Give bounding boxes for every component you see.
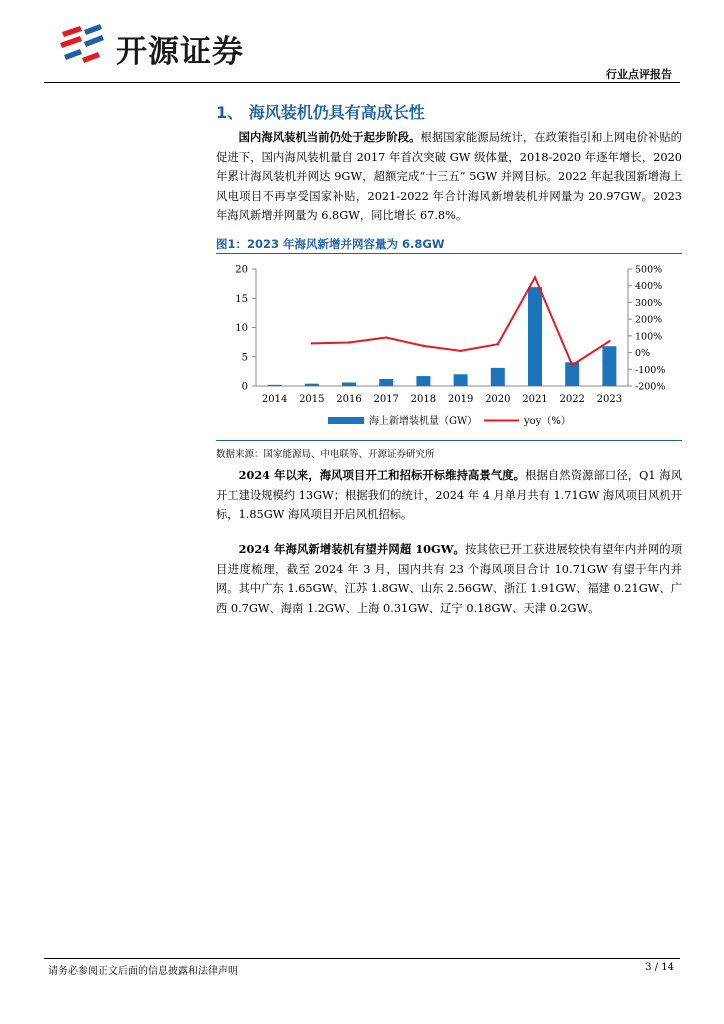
paragraph-1 [216, 128, 682, 226]
brand-logo-icon [58, 22, 108, 68]
page-number: 3 / 14 [645, 962, 674, 973]
yoy-point-2015 [311, 342, 313, 344]
legend-bar-label: 海上新增装机量（GW） [369, 416, 478, 427]
bar-2020 [491, 368, 505, 386]
yoy-point-2023 [608, 340, 610, 342]
legend-line-label: yoy（%） [524, 416, 571, 427]
paragraph-1-body: 根据国家能源局统计，在政策指引和上网电价补贴的促进下，国内海风装机量自 2017 年首次突破 GW 级体量，2018-2020 年逐年增长，2020 年累计海风装机并网达 9GW，超额完成“十三五” 5GW 并网目标。2022 年起我国新增海上风电项目不再享受国家补贴，2021-2022 年合计海风新增装机并网量为 20.97GW。2023 年海风新增并网量为 6.8GW，同比增长 67.8%。 [216, 131, 682, 222]
x-tick-label: 2023 [596, 394, 623, 405]
right-y-tick-label: 200% [635, 314, 663, 326]
paragraph-3-body: 按其依已开工获进展较快有望年内并网的项目进度梳理，截至 2024 年 3 月，国内共有 23 个海风项目合计 10.71GW 有望于年内并网。其中广东 1.65GW、江苏 1.8GW、山东 2.56GW、浙江 1.91GW、福建 0.21GW、广西 0.7GW、海南 1.2GW、上海 0.31GW、辽宁 0.18GW、天津 0.2GW。 [216, 543, 682, 615]
x-tick-label: 2019 [447, 394, 474, 405]
header-divider [44, 82, 680, 83]
x-tick-label: 2014 [261, 394, 288, 405]
bar-2017 [379, 379, 393, 386]
paragraph-3-lead: 2024 年海风新增装机有望并网超 10GW。 [238, 542, 465, 556]
x-tick-label: 2021 [522, 394, 548, 405]
bar-2016 [342, 382, 356, 386]
x-tick-label: 2022 [559, 394, 585, 405]
paragraph-3 [216, 540, 682, 618]
section-title: 1、 海风装机仍具有高成长性 [216, 103, 425, 122]
x-tick-label: 2017 [373, 394, 399, 405]
right-y-tick-label: 100% [635, 331, 663, 343]
footer-divider [44, 958, 680, 959]
figure-title: 图1：2023 年海风新增并网容量为 6.8GW [216, 237, 445, 251]
x-tick-label: 2018 [410, 394, 437, 405]
x-tick-label: 2020 [485, 394, 511, 405]
figure-source: 数据来源：国家能源局、中电联等、开源证券研究所 [216, 449, 435, 460]
yoy-point-2016 [348, 341, 350, 343]
brand-name: 开源证券 [116, 34, 244, 70]
bar-2021 [528, 287, 542, 386]
paragraph-2-body: 根据自然资源部口径，Q1 海风开工建设规模约 13GW；根据我们的统计，2024 年 4 月单月共有 1.71GW 海风项目风机开标，1.85GW 海风项目开启风机招标。 [216, 469, 682, 521]
paragraph-1-lead: 国内海风装机当前仍处于起步阶段。 [238, 130, 421, 144]
left-y-tick-label: 5 [241, 352, 248, 364]
bar-2015 [305, 384, 319, 386]
yoy-point-2021 [534, 276, 536, 278]
right-y-tick-label: 0% [635, 348, 651, 360]
right-y-tick-label: -200% [635, 381, 666, 393]
figure-bottom-rule [216, 440, 682, 441]
left-y-tick-label: 15 [235, 293, 248, 305]
paragraph-2 [216, 466, 682, 525]
bar-2014 [268, 385, 282, 386]
footer-disclaimer: 请务必参阅正文后面的信息披露和法律声明 [48, 966, 238, 977]
right-y-tick-label: 400% [635, 281, 663, 293]
left-y-tick-label: 20 [235, 264, 248, 276]
figure-top-rule [216, 253, 682, 254]
bar-2018 [416, 376, 430, 386]
x-tick-label: 2015 [299, 394, 325, 405]
left-y-tick-label: 0 [241, 381, 248, 393]
yoy-point-2019 [459, 350, 461, 352]
yoy-point-2020 [497, 343, 499, 345]
legend-bar-swatch [328, 417, 364, 424]
report-type-label: 行业点评报告 [606, 68, 672, 81]
offshore-wind-chart [216, 256, 682, 438]
right-y-tick-label: 500% [635, 264, 663, 276]
brand-logo [58, 22, 278, 68]
yoy-point-2017 [385, 336, 387, 338]
left-y-tick-label: 10 [235, 323, 248, 334]
paragraph-2-lead: 2024 年以来，海风项目开工和招标开标维持高景气度。 [238, 468, 526, 482]
yoy-point-2022 [571, 364, 573, 366]
bar-2019 [454, 374, 468, 386]
x-tick-label: 2016 [336, 394, 362, 405]
right-y-tick-label: 300% [635, 297, 663, 309]
right-y-tick-label: -100% [635, 364, 666, 376]
yoy-point-2018 [422, 345, 424, 347]
bar-2023 [602, 346, 616, 386]
